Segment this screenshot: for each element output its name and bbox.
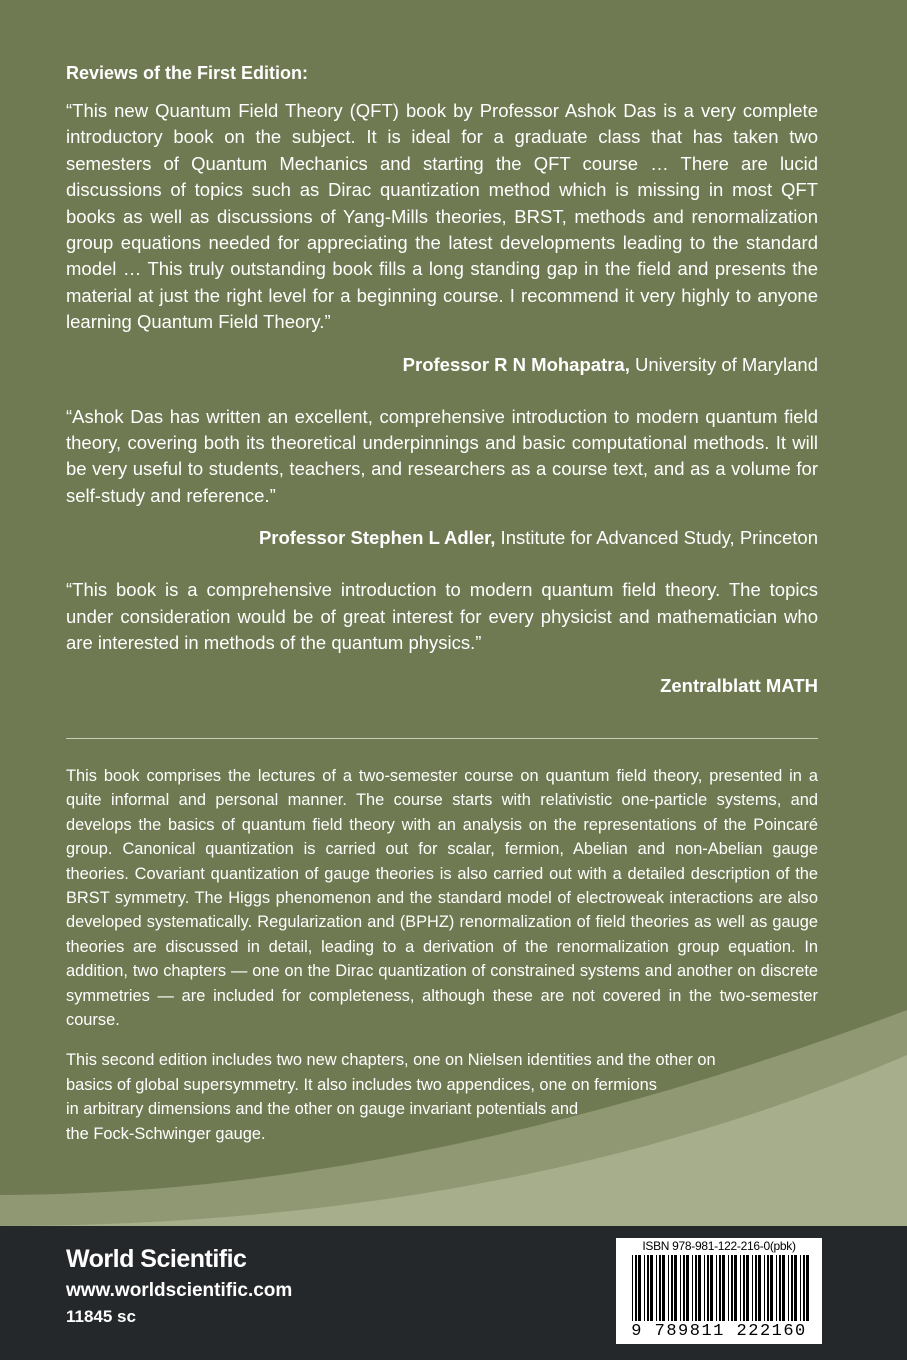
reviews-heading: Reviews of the First Edition: xyxy=(66,63,309,83)
description-line: This second edition includes two new chapters, one on Nielsen identities and the other on xyxy=(66,1051,716,1070)
barcode-bar xyxy=(686,1255,689,1321)
barcode-bar xyxy=(635,1255,637,1321)
barcode-bar xyxy=(800,1255,801,1321)
barcode-bar xyxy=(680,1255,681,1321)
publisher-logo-text: World Scientific xyxy=(66,1245,247,1273)
publisher-url: www.worldscientific.com xyxy=(66,1280,293,1301)
review-quote-2: “Ashok Das has written an excellent, comprehensive introduction to modern quantum field theory, covering both its theoretical underpinnings and basic computational methods. It will be very useful to students, teachers, and researchers as a course text, and as a volume for self-study and reference.” xyxy=(66,405,818,506)
book-description xyxy=(66,764,818,1146)
barcode-bar xyxy=(695,1255,697,1321)
barcode-bar xyxy=(782,1255,785,1321)
barcode-bar xyxy=(683,1255,685,1321)
barcode-bar xyxy=(647,1255,649,1321)
barcode-bar xyxy=(779,1255,781,1321)
barcode-bar xyxy=(746,1255,749,1321)
barcode-bar xyxy=(722,1255,725,1321)
barcode-bar xyxy=(740,1255,741,1321)
barcode-bar xyxy=(716,1255,717,1321)
description-line: the Fock-Schwinger gauge. xyxy=(66,1124,266,1143)
barcode-bar xyxy=(752,1255,753,1321)
isbn-label: ISBN 978-981-122-216-0(pbk) xyxy=(642,1239,796,1253)
barcode-bar xyxy=(644,1255,645,1321)
barcode-bar xyxy=(710,1255,713,1321)
barcode-bar xyxy=(719,1255,721,1321)
review-attribution-1 xyxy=(66,352,818,378)
barcode-bar xyxy=(770,1255,773,1321)
barcode-bar xyxy=(668,1255,669,1321)
review-quote-3: “This book is a comprehensive introduction to modern quantum field theory. The topics under consideration would be of great interest for every physicist and mathematician who are interested in methods of the quantum physics.” xyxy=(66,579,818,654)
barcode-bar xyxy=(704,1255,705,1321)
barcode-bar xyxy=(674,1255,677,1321)
barcode-bar xyxy=(758,1255,761,1321)
reviewer-name-2: Professor Stephen L Adler, xyxy=(258,527,496,549)
barcode-panel xyxy=(616,1238,822,1344)
barcode-digits: 9 789811 222160 xyxy=(631,1322,807,1341)
barcode-bar xyxy=(803,1255,805,1321)
review-attribution-2 xyxy=(66,525,818,551)
barcode-bar xyxy=(776,1255,777,1321)
review-attribution-3 xyxy=(66,673,818,699)
barcode-bar xyxy=(731,1255,733,1321)
barcode-bar xyxy=(743,1255,745,1321)
reviews-section xyxy=(66,60,818,725)
barcode-bar xyxy=(692,1255,693,1321)
description-paragraph-1: This book comprises the lectures of a two-semester course on quantum field theory, presented in a quite informal and personal manner. The course starts with relativistic one-particle systems, and develops the basics of quantum field theory with an analysis on the representations of the Poincaré group. Canonical quantization is carried out for scalar, fermion, Abelian and non-Abelian gauge theories. Covariant quantization of gauge theories is also carried out with a detailed description of the BRST symmetry. The Higgs phenomenon and the standard model of electroweak interactions are also developed systematically. Regularization and (BPHZ) renormalization of field theories as well as gauge theories are discussed in detail, leading to a derivation of the renormalization group equation. In addition, two chapters — one on the Dirac quantization of constrained systems and another on discrete symmetries — are included for completeness, although these are not covered in the two-semester course. xyxy=(66,767,818,1030)
barcode-bar xyxy=(659,1255,661,1321)
barcode-bar xyxy=(788,1255,789,1321)
barcode-bar xyxy=(755,1255,757,1321)
barcode-bar xyxy=(794,1255,797,1321)
catalog-code: 11845 sc xyxy=(66,1307,136,1326)
barcode-bar xyxy=(638,1255,641,1321)
barcode-icon xyxy=(622,1255,816,1321)
barcode-bar xyxy=(698,1255,701,1321)
review-quote-1: “This new Quantum Field Theory (QFT) book by Professor Ashok Das is a very complete introductory book on the subject. It is ideal for a graduate class that has taken two semesters of Quantum Mechanics and starting the QFT course … There are lucid discussions of topics such as Dirac quantization method which is missing in most QFT books as well as discussions of Yang-Mills theories, BRST, methods and renormalization group equations needed for appreciating the latest developments leading to the standard model … This truly outstanding book fills a long standing gap in the field and presents the material at just the right level for a beginning course. I recommend it very highly to anyone learning Quantum Field Theory.” xyxy=(66,100,818,333)
barcode-bar xyxy=(656,1255,657,1321)
section-divider xyxy=(66,738,818,739)
reviewer-name-1: Professor R N Mohapatra, xyxy=(402,353,630,375)
barcode-bar xyxy=(632,1255,633,1321)
description-line: in arbitrary dimensions and the other on gauge invariant potentials and xyxy=(66,1100,579,1119)
barcode-bar xyxy=(767,1255,769,1321)
description-line: basics of global supersymmetry. It also includes two appendices, one on fermions xyxy=(66,1075,657,1094)
reviewer-name-3: Zentralblatt MATH xyxy=(660,674,818,696)
barcode-bar xyxy=(734,1255,737,1321)
barcode-bar xyxy=(791,1255,793,1321)
barcode-bar xyxy=(707,1255,709,1321)
reviewer-affiliation-1: University of Maryland xyxy=(629,353,818,375)
barcode-bar xyxy=(806,1255,809,1321)
barcode-bar xyxy=(671,1255,673,1321)
barcode-bar xyxy=(650,1255,653,1321)
reviewer-affiliation-2: Institute for Advanced Study, Princeton xyxy=(495,527,818,549)
description-paragraph-2 xyxy=(66,1048,818,1146)
barcode-bar xyxy=(662,1255,665,1321)
barcode-bar xyxy=(764,1255,765,1321)
barcode-bar xyxy=(728,1255,729,1321)
